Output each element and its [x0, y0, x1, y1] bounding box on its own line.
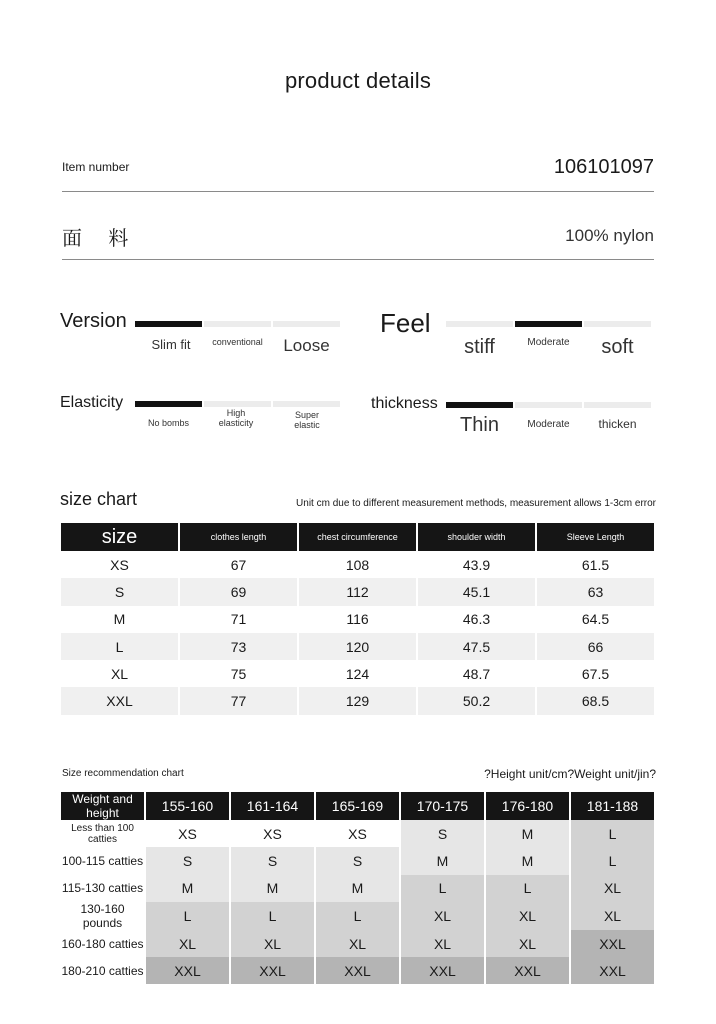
size-chart-header-row — [61, 523, 654, 551]
table-cell: XL — [146, 930, 229, 957]
table-cell: XXL — [316, 957, 399, 984]
elasticity-label: Elasticity — [60, 394, 124, 411]
table-cell: XXL — [231, 957, 314, 984]
table-cell: M — [401, 847, 484, 874]
table-cell: XXL — [571, 957, 654, 984]
rec-header-height-range: 165-169 — [316, 792, 399, 820]
elasticity-option-2: High elasticity — [218, 408, 254, 429]
rec-header-height-range: 155-160 — [146, 792, 229, 820]
table-cell: XXL — [571, 930, 654, 957]
thickness-label: thickness — [371, 395, 438, 412]
thickness-segment-3 — [584, 402, 651, 408]
size-recommendation-table — [59, 792, 656, 984]
weight-label: 115-130 catties — [61, 875, 144, 902]
weight-label: 130-160 pounds — [61, 902, 144, 930]
table-cell: L — [61, 633, 178, 660]
table-cell: XL — [571, 875, 654, 902]
table-cell: 77 — [180, 687, 297, 714]
table-cell: 73 — [180, 633, 297, 660]
size-header-shoulder: shoulder width — [418, 523, 535, 551]
table-cell: M — [113, 611, 126, 628]
size-chart-table — [59, 523, 656, 715]
table-cell: L — [486, 875, 569, 902]
feel-segment-3 — [584, 321, 651, 327]
table-row — [61, 875, 654, 902]
table-cell: 67 — [230, 556, 247, 573]
table-cell: XS — [316, 820, 399, 847]
table-cell: 67.5 — [581, 665, 610, 682]
page-title: product details — [284, 68, 432, 93]
fabric-row — [62, 218, 654, 260]
rec-header-weight-height: Weight and height — [61, 792, 144, 820]
size-header-size: size — [61, 523, 178, 551]
table-cell: L — [571, 820, 654, 847]
table-cell: 47.5 — [418, 633, 535, 660]
rec-header-height-range: 176-180 — [486, 792, 569, 820]
table-cell: 69 — [180, 578, 297, 605]
recommendation-title: Size recommendation chart — [62, 768, 184, 779]
table-row — [61, 820, 654, 847]
table-row — [61, 551, 654, 578]
table-cell: 124 — [345, 665, 370, 682]
weight-label: 160-180 catties — [61, 930, 144, 957]
table-cell: L — [146, 902, 229, 930]
version-option-2: conventional — [212, 337, 263, 347]
table-cell: XL — [231, 930, 314, 957]
elasticity-option-3: Super elastic — [294, 410, 320, 431]
table-cell: 129 — [299, 687, 416, 714]
table-cell: 46.3 — [462, 611, 491, 628]
feel-option-3: soft — [601, 336, 634, 358]
thickness-segment-2 — [515, 402, 582, 408]
version-label: Version — [60, 310, 127, 332]
table-cell: 120 — [299, 633, 416, 660]
table-cell: XXL — [401, 957, 484, 984]
size-chart-title: size chart — [60, 489, 138, 509]
table-cell: M — [231, 875, 314, 902]
table-cell: M — [486, 847, 569, 874]
rec-header-height-range: 170-175 — [401, 792, 484, 820]
table-cell: 61.5 — [581, 556, 610, 573]
thickness-attribute — [371, 392, 655, 440]
version-option-1: Slim fit — [151, 337, 191, 352]
table-cell: 48.7 — [462, 665, 491, 682]
thickness-option-1: Thin — [460, 414, 499, 436]
table-cell: M — [316, 875, 399, 902]
table-cell: 66 — [537, 633, 654, 660]
thickness-option-3: thicken — [598, 417, 637, 431]
table-cell: 63 — [537, 578, 654, 605]
elasticity-attribute — [60, 392, 342, 440]
rec-header-height-range: 161-164 — [231, 792, 314, 820]
table-cell: M — [486, 820, 569, 847]
table-cell: XS — [110, 556, 129, 573]
table-cell: 68.5 — [537, 687, 654, 714]
version-attribute — [60, 308, 342, 362]
table-cell: XL — [401, 902, 484, 930]
table-cell: XXL — [486, 957, 569, 984]
item-number-value: 106101097 — [553, 156, 654, 178]
thickness-segment-1 — [446, 402, 513, 408]
table-cell: 116 — [346, 611, 369, 628]
version-option-3: Loose — [283, 336, 330, 355]
table-cell: S — [146, 847, 229, 874]
table-cell: 45.1 — [418, 578, 535, 605]
fabric-value: 100% nylon — [565, 226, 654, 245]
elasticity-option-1: No bombs — [147, 418, 190, 428]
table-cell: XL — [110, 665, 129, 682]
elasticity-segment-2 — [204, 401, 271, 407]
elasticity-segment-1 — [135, 401, 202, 407]
size-header-chest: chest circumference — [299, 523, 416, 551]
elasticity-segment-3 — [273, 401, 340, 407]
feel-label: Feel — [380, 308, 431, 338]
thickness-option-2: Moderate — [527, 419, 570, 430]
table-cell: S — [231, 847, 314, 874]
table-cell: XXL — [146, 957, 229, 984]
table-row — [61, 660, 654, 687]
table-cell: M — [146, 875, 229, 902]
feel-attribute — [380, 308, 655, 362]
table-row — [61, 902, 654, 930]
table-cell: XL — [316, 930, 399, 957]
fabric-label: 面 料 — [62, 226, 139, 250]
weight-label: Less than 100 catties — [61, 820, 144, 847]
weight-label: 100-115 catties — [61, 847, 144, 874]
table-cell: XXL — [61, 687, 178, 714]
table-cell: L — [571, 847, 654, 874]
table-row — [61, 578, 654, 605]
table-cell: 50.2 — [418, 687, 535, 714]
table-cell: 64.5 — [581, 611, 610, 628]
size-header-sleeve: Sleeve Length — [537, 523, 654, 551]
feel-option-1: stiff — [464, 336, 495, 358]
table-row — [61, 957, 654, 984]
table-cell: XL — [486, 902, 569, 930]
table-cell: 43.9 — [462, 556, 491, 573]
version-segment-1 — [135, 321, 202, 327]
table-cell: XL — [571, 902, 654, 930]
item-number-row — [62, 150, 654, 192]
table-cell: L — [401, 875, 484, 902]
table-row — [61, 633, 654, 660]
weight-label: 180-210 catties — [61, 957, 144, 984]
table-cell: XL — [486, 930, 569, 957]
table-row — [61, 847, 654, 874]
table-cell: XS — [231, 820, 314, 847]
recommendation-note: ?Height unit/cm?Weight unit/jin? — [484, 767, 656, 781]
table-cell: L — [316, 902, 399, 930]
feel-segment-1 — [446, 321, 513, 327]
feel-segment-2 — [515, 321, 582, 327]
version-segment-2 — [204, 321, 271, 327]
table-cell: 112 — [299, 578, 416, 605]
rec-header-height-range: 181-188 — [571, 792, 654, 820]
table-cell: 71 — [230, 611, 247, 628]
size-header-clothes-length: clothes length — [180, 523, 297, 551]
item-number-label: Item number — [62, 160, 130, 174]
table-cell: L — [231, 902, 314, 930]
table-row — [61, 687, 654, 714]
table-cell: S — [401, 820, 484, 847]
table-cell: S — [61, 578, 178, 605]
table-cell: S — [316, 847, 399, 874]
table-cell: 108 — [345, 556, 370, 573]
table-cell: XL — [401, 930, 484, 957]
table-cell: XS — [146, 820, 229, 847]
size-chart-note: Unit cm due to different measurement methods, measurement allows 1-3cm error — [296, 498, 656, 509]
feel-option-2: Moderate — [527, 337, 570, 348]
table-row — [61, 606, 654, 633]
recommendation-header-row — [61, 792, 654, 820]
table-row — [61, 930, 654, 957]
table-cell: 75 — [230, 665, 247, 682]
version-segment-3 — [273, 321, 340, 327]
